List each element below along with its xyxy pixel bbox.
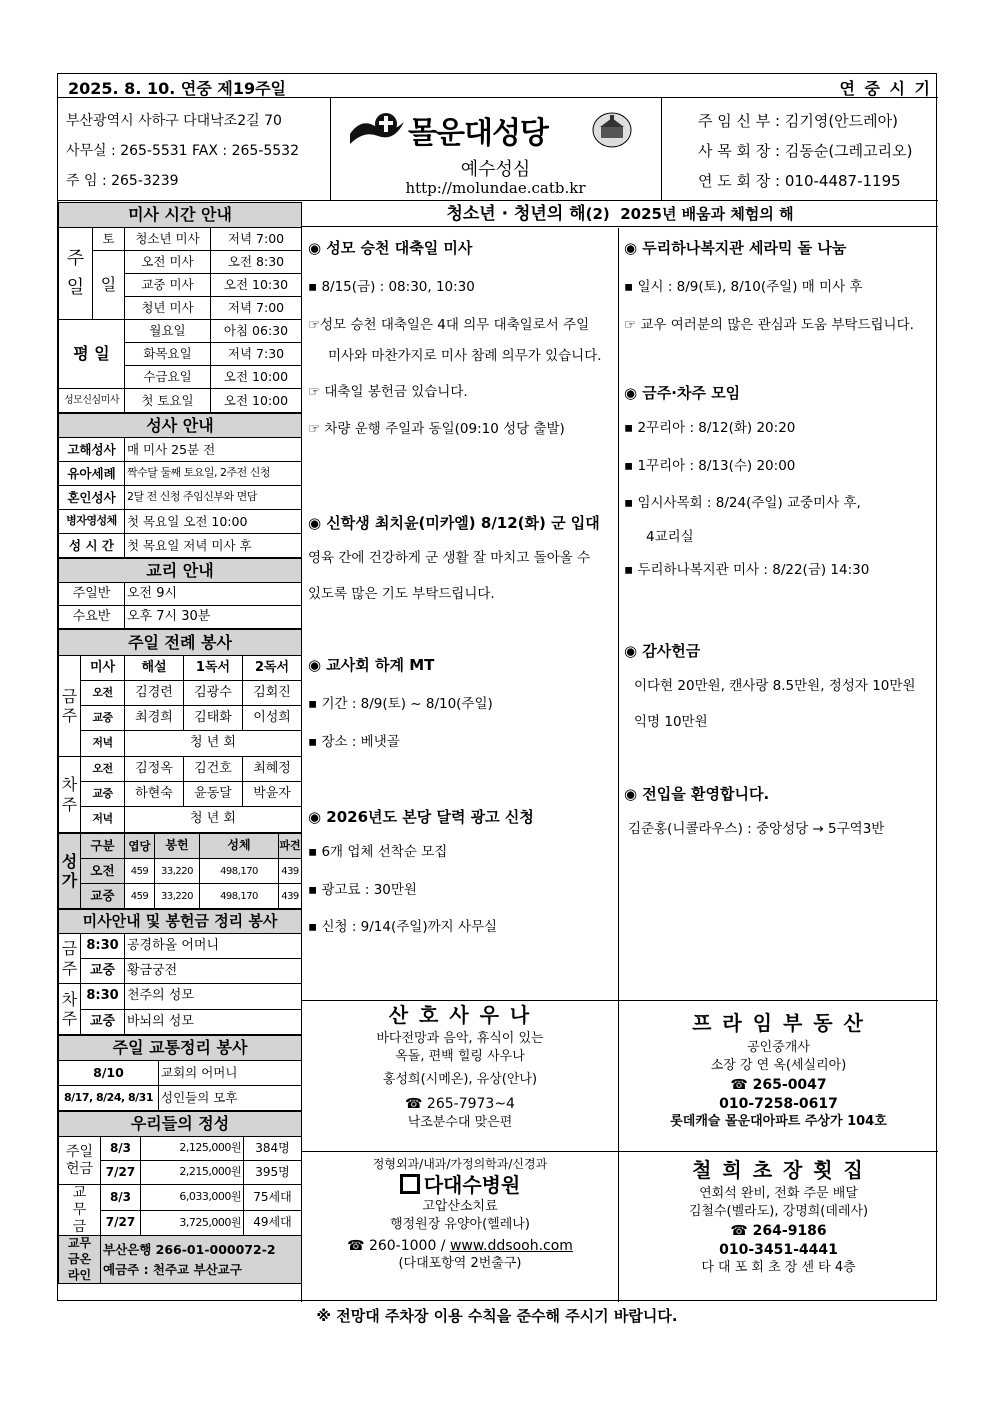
district-chair: 연 도 회 장 : 010-4487-1195 (698, 172, 901, 190)
ad-line: 홍성희(시메온), 유상(안나) (382, 1071, 538, 1087)
ad-phone: 010-7258-0617 (719, 1095, 838, 1112)
notice-ceramic (624, 237, 934, 382)
notice-line: ☞ 대축일 봉헌금 있습니다. (308, 383, 468, 400)
attendance-head: 엽당 (125, 834, 155, 859)
service-group: 황금궁전 (125, 959, 302, 984)
next-week-label: 차주 (59, 757, 81, 833)
offering-date: 7/27 (101, 1210, 141, 1236)
liturgy-head: 미사 (81, 656, 125, 681)
notice-title: ◉ 성모 승천 대축일 미사 (308, 239, 473, 257)
service-this-label: 금주 (59, 934, 81, 984)
ad-line: 소장 강 연 옥(세실리아) (710, 1057, 847, 1073)
ad-line: 연회석 완비, 전화 주문 배달 (699, 1186, 858, 1201)
attendance-head: 구분 (81, 834, 125, 859)
notice-line: ☞ 차량 운행 주일과 동일(09:10 성당 출발) (308, 421, 565, 438)
traffic-title: 주일 교통정리 봉사 (59, 1036, 302, 1061)
ad-phone: ☎ 264-9186 (730, 1222, 827, 1239)
church-building-icon (592, 112, 632, 148)
sacrament-info: 매 미사 25분 전 (125, 438, 302, 462)
notice-line: 있도록 많은 기도 부탁드립니다. (308, 585, 495, 602)
banner-number: (2) (585, 205, 610, 223)
ad-sauna (302, 1004, 618, 1131)
banner-title: 청소년 · 청년의 해 (446, 204, 586, 224)
offering-amount: 2,215,000원 (141, 1161, 244, 1185)
hospital-url[interactable]: www.ddsooh.com (449, 1237, 573, 1254)
liturgy-head: 2독서 (243, 656, 302, 681)
ad-line: 다 대 포 회 초 장 센 타 4층 (701, 1260, 856, 1276)
this-week-label: 금주 (59, 656, 81, 757)
mass-name: 수금요일 (125, 366, 211, 389)
attendance-value: 498,170 (200, 884, 279, 909)
offering-date: 8/3 (101, 1185, 141, 1211)
priest-phone: 주 임 : 265-3239 (66, 173, 179, 189)
notice-line: ☞성모 승천 대축일은 4대 의무 대축일로서 주일 (308, 316, 590, 333)
sunday-label: 주 일 (59, 228, 93, 320)
liturgy-title: 주일 전례 봉사 (59, 630, 302, 656)
commentator: 김경련 (125, 681, 184, 706)
offering-count: 395명 (244, 1161, 302, 1185)
mass-time: 저녁 7:30 (211, 343, 302, 366)
attendance-mass: 오전 (81, 859, 125, 884)
reader-2: 최혜정 (243, 757, 302, 782)
attendance-head: 봉헌 (155, 834, 200, 859)
offering-date: 7/27 (101, 1161, 141, 1185)
traffic-date: 8/10 (59, 1061, 159, 1086)
mass-name: 첫 토요일 (125, 389, 211, 413)
mass-name: 화목요일 (125, 343, 211, 366)
attendance-value: 459 (125, 859, 155, 884)
left-column (58, 202, 301, 1284)
liturgical-season: 연 중 시 기 (839, 79, 932, 98)
ad-name: 다대수병원 (423, 1172, 521, 1197)
service-group: 공경하올 어머니 (125, 934, 302, 959)
ad-phone: ☎ 265-7973~4 (405, 1095, 515, 1112)
pastoral-chair: 사 목 회 장 : 김동순(그레고리오) (698, 142, 913, 160)
staff-list (698, 106, 912, 196)
service-group: 천주의 성모 (125, 984, 302, 1010)
offering-amount: 2,125,000원 (141, 1137, 244, 1161)
notice-title: ◉ 전입을 환영합니다. (624, 785, 770, 803)
office-phone: 사무실 : 265-5531 FAX : 265-5532 (66, 143, 299, 159)
hospital-icon (400, 1174, 420, 1194)
holy-mass-label: 성모신심미사 (59, 389, 125, 413)
ad-line: 공인중개사 (747, 1040, 810, 1055)
hospital-logo (302, 1174, 618, 1197)
dues-label: 교무금 (59, 1185, 101, 1236)
pastor: 주 임 신 부 : 김기영(안드레아) (698, 112, 898, 130)
notice-thanks-offering (624, 640, 934, 783)
church-url[interactable]: http://molundae.catb.kr (405, 179, 586, 197)
attendance-head: 파견 (279, 834, 302, 859)
account-holder: 예금주 : 천주교 부산교구 (103, 1261, 242, 1277)
liturgy-mass: 오전 (81, 757, 125, 782)
reader-2: 이성희 (243, 706, 302, 731)
weekday-label: 평 일 (59, 320, 125, 389)
mass-time: 저녁 7:00 (211, 297, 302, 320)
notice-line: 미사와 마찬가지로 미사 참례 의무가 있습니다. (328, 348, 602, 365)
attendance-value: 439 (279, 859, 302, 884)
service-group: 바뇌의 성모 (125, 1010, 302, 1035)
offering-date: 8/3 (101, 1137, 141, 1161)
notice-line: ▪ 일시 : 8/9(토), 8/10(주일) 매 미사 후 (624, 279, 863, 295)
traffic-group: 성인들의 모후 (159, 1086, 302, 1111)
bank-account: 부산은행 266-01-000072-2 (103, 1241, 276, 1257)
notices-right (624, 237, 934, 838)
theme-banner (302, 202, 938, 227)
mass-time: 오전 10:00 (211, 366, 302, 389)
attendance-value: 33,220 (155, 859, 200, 884)
notice-line: 이다현 20만원, 캔사랑 8.5만원, 정성자 10만원 (634, 678, 916, 694)
offering-amount: 3,725,000원 (141, 1210, 244, 1236)
notice-line: 4교리실 (646, 528, 694, 545)
commentator: 최경희 (125, 706, 184, 731)
traffic-table (58, 1035, 302, 1111)
bulletin-page (57, 73, 937, 1301)
church-emblem-icon (348, 110, 406, 150)
ad-line: (다대포항역 2번출구) (398, 1255, 522, 1271)
offering-table (58, 1111, 302, 1284)
notice-title: ◉ 감사헌금 (624, 642, 701, 660)
notice-line: ▪ 기간 : 8/9(토) ~ 8/10(주일) (308, 696, 493, 712)
ad-name: 산 호 사 우 나 (388, 1003, 532, 1027)
attendance-table (58, 833, 302, 909)
liturgy-head: 해설 (125, 656, 184, 681)
notice-line: ▪ 두리하나복지관 미사 : 8/22(금) 14:30 (624, 562, 870, 579)
church-name: 몰운대성당 (408, 116, 548, 151)
notice-title: ◉ 두리하나복지관 세라믹 돌 나눔 (624, 239, 847, 257)
notice-seminarian (308, 512, 613, 654)
notice-line: ☞ 교우 여러분의 많은 관심과 도움 부탁드립니다. (624, 316, 914, 333)
mass-time: 아침 06:30 (211, 320, 302, 343)
catechism-table (58, 558, 302, 629)
sacrament-info: 첫 목요일 오전 10:00 (125, 510, 302, 534)
church-contact (66, 106, 299, 196)
mass-name: 월요일 (125, 320, 211, 343)
offering-count: 49세대 (244, 1210, 302, 1236)
church-info (58, 98, 938, 201)
sacrament-name: 유아세례 (59, 462, 125, 486)
mass-time: 오전 8:30 (211, 251, 302, 274)
notice-line: 익명 10만원 (634, 713, 708, 730)
attendance-label: 성가 (59, 834, 81, 909)
ad-line: 고압산소치료 (422, 1198, 498, 1214)
notice-calendar-ad (308, 806, 613, 936)
liturgy-group: 청 년 회 (125, 807, 302, 833)
notice-line: ▪ 2꾸리아 : 8/12(화) 20:20 (624, 420, 796, 436)
attendance-value: 498,170 (200, 859, 279, 884)
ad-phone: ☎ 260-1000 (347, 1237, 437, 1254)
notice-title: ◉ 금주·차주 모임 (624, 384, 741, 402)
ad-line: 옥돌, 편백 힐링 사우나 (395, 1048, 525, 1064)
liturgy-head: 1독서 (184, 656, 243, 681)
traffic-group: 교회의 어머니 (159, 1061, 302, 1086)
ad-name: 프 라 임 부 동 산 (692, 1011, 865, 1035)
sunday-sub-label: 일 (93, 251, 125, 320)
service-mass: 교중 (81, 1010, 125, 1035)
church-logo-block (330, 98, 661, 201)
notice-line: ▪ 임시사목회 : 8/24(주일) 교중미사 후, (624, 495, 861, 512)
online-label: 교무금온라인 (59, 1236, 101, 1284)
notice-teacher-mt (308, 654, 613, 806)
ad-line: 김철수(벨라도), 강명희(데레사) (688, 1203, 869, 1219)
commentator: 김정옥 (125, 757, 184, 782)
sunday-offering-label: 주일헌금 (59, 1137, 101, 1185)
mass-time: 오전 10:00 (211, 389, 302, 413)
attendance-value: 33,220 (155, 884, 200, 909)
notice-line: ▪ 광고료 : 30만원 (308, 881, 417, 898)
notice-line: ▪ 1꾸리아 : 8/13(수) 20:00 (624, 457, 796, 474)
offering-count: 75세대 (244, 1185, 302, 1211)
attendance-head: 성체 (200, 834, 279, 859)
service-mass: 교중 (81, 959, 125, 984)
reader-2: 김회진 (243, 681, 302, 706)
sacrament-info: 첫 목요일 저녁 미사 후 (125, 534, 302, 558)
ad-line: 바다전망과 음악, 휴식이 있는 (376, 1031, 544, 1046)
mass-title: 미사 시간 안내 (59, 203, 302, 228)
catechism-time: 오전 9시 (125, 583, 302, 606)
notice-title: ◉ 교사회 하계 MT (308, 656, 435, 674)
mass-schedule-table (58, 202, 302, 413)
notice-line: ▪ 장소 : 베냇골 (308, 733, 400, 750)
ad-line: 행정원장 유양아(헬레나) (390, 1216, 530, 1232)
liturgy-table (58, 629, 302, 833)
liturgy-mass: 교중 (81, 782, 125, 807)
header-bar (58, 74, 938, 98)
liturgy-mass: 오전 (81, 681, 125, 706)
sacrament-name: 병자영성체 (59, 510, 125, 534)
ad-realty (619, 1012, 938, 1130)
ad-restaurant (619, 1159, 938, 1276)
sacrament-name: 성 시 간 (59, 534, 125, 558)
ad-line: 낙조분수대 맞은편 (407, 1114, 513, 1130)
offering-amount: 6,033,000원 (141, 1185, 244, 1211)
reader-1: 윤동달 (184, 782, 243, 807)
notice-title: ◉ 신학생 최치윤(미카엘) 8/12(화) 군 입대 (308, 514, 600, 532)
church-address: 부산광역시 사하구 다대낙조2길 70 (66, 113, 282, 129)
sacrament-name: 고해성사 (59, 438, 125, 462)
church-slogan: 예수성심 (460, 159, 531, 180)
notice-line: 영육 간에 건강하게 군 생활 잘 마치고 돌아올 수 (308, 550, 591, 566)
mass-name: 오전 미사 (125, 251, 211, 274)
notice-line: ▪ 6개 업체 선착순 모집 (308, 844, 448, 860)
service-mass: 8:30 (81, 984, 125, 1010)
mass-name: 청소년 미사 (125, 228, 211, 251)
liturgy-group: 청 년 회 (125, 731, 302, 757)
sacrament-title: 성사 안내 (59, 414, 302, 438)
service-mass: 8:30 (81, 934, 125, 959)
attendance-value: 459 (125, 884, 155, 909)
catechism-class: 수요반 (59, 606, 125, 629)
notice-meetings (624, 382, 934, 640)
service-title: 미사안내 및 봉헌금 정리 봉사 (59, 910, 302, 934)
ad-phone: 010-3451-4441 (719, 1241, 838, 1258)
ad-name: 철 희 초 장 횟 집 (692, 1158, 865, 1182)
notice-line: ▪ 8/15(금) : 08:30, 10:30 (308, 279, 475, 295)
notice-line: 김준홍(니콜라우스) : 중앙성당 → 5구역3반 (628, 821, 885, 837)
bank-info (101, 1236, 302, 1284)
offering-title: 우리들의 정성 (59, 1112, 302, 1137)
notices-left (308, 237, 613, 936)
catechism-class: 주일반 (59, 583, 125, 606)
mass-time: 오전 10:30 (211, 274, 302, 297)
ad-line: 정형외과/내과/가정의학과/신경과 (372, 1157, 548, 1171)
mass-name: 청년 미사 (125, 297, 211, 320)
mass-name: 교중 미사 (125, 274, 211, 297)
liturgy-mass: 저녁 (81, 807, 125, 833)
footer-notice: ※ 전망대 주차장 이용 수칙을 준수해 주시기 바랍니다. (316, 1307, 678, 1325)
catechism-time: 오후 7시 30분 (125, 606, 302, 629)
issue-date: 2025. 8. 10. 연중 제19주일 (68, 79, 286, 98)
commentator: 하현숙 (125, 782, 184, 807)
attendance-value: 439 (279, 884, 302, 909)
sacrament-table (58, 413, 302, 558)
reader-1: 김광수 (184, 681, 243, 706)
ad-hospital: 정형외과/내과/가정의학과/신경과 다대수병원 고압산소치료 행정원장 유양아(헬레나) ☎ 260-1000 / www.ddsooh.com (다대포항역 2번출구) (302, 1158, 618, 1272)
notice-title: ◉ 2026년도 본당 달력 광고 신청 (308, 808, 534, 826)
notice-line: ▪ 신청 : 9/14(주일)까지 사무실 (308, 919, 498, 936)
service-next-label: 차주 (59, 984, 81, 1035)
notice-welcome (624, 783, 934, 838)
notice-assumption (308, 237, 613, 512)
catechism-title: 교리 안내 (59, 559, 302, 583)
reader-2: 박윤자 (243, 782, 302, 807)
banner-subtitle: 2025년 배움과 체험의 해 (620, 205, 794, 223)
sacrament-info: 짝수달 둘째 토요일, 2주전 신청 (125, 462, 302, 486)
sacrament-name: 혼인성사 (59, 486, 125, 510)
liturgy-mass: 교중 (81, 706, 125, 731)
sacrament-info: 2달 전 신청 주임신부와 면담 (125, 486, 302, 510)
offering-count: 384명 (244, 1137, 302, 1161)
ad-line: 롯데캐슬 몰운대아파트 주상가 104호 (670, 1114, 887, 1130)
saturday-label: 토 (93, 228, 125, 251)
ad-phone: ☎ 265-0047 (730, 1076, 827, 1093)
reader-1: 김태화 (184, 706, 243, 731)
traffic-date: 8/17, 8/24, 8/31 (59, 1086, 159, 1111)
mass-time: 저녁 7:00 (211, 228, 302, 251)
reader-1: 김건호 (184, 757, 243, 782)
service-table (58, 909, 302, 1035)
attendance-mass: 교중 (81, 884, 125, 909)
liturgy-mass: 저녁 (81, 731, 125, 757)
